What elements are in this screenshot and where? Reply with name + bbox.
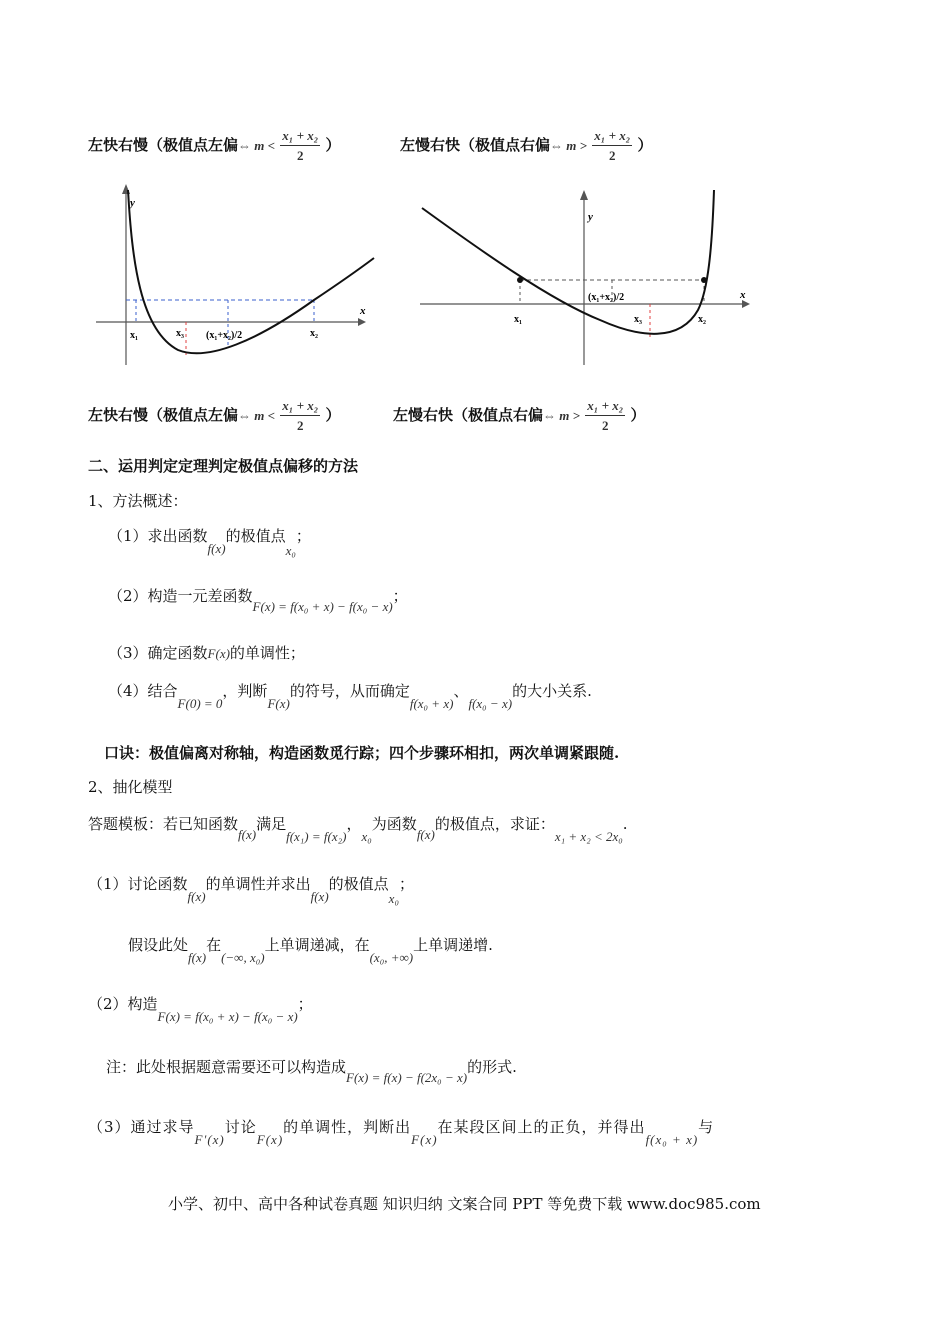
- mid-label: (x₁+x₂)/2: [206, 330, 243, 341]
- x-arrow-icon: [742, 300, 750, 308]
- mnemonic: 口诀：极值偏离对称轴，构造函数觅行踪；四个步骤环相扣，两次单调紧跟随.: [104, 744, 620, 762]
- part-3: （3）通过求导F′(x)讨论F(x)的单调性，判断出F(x)在某段区间上的正负，并得出f(x₀ + x)与: [88, 1118, 715, 1147]
- step-3: （3）确定函数F(x)的单调性；: [108, 644, 305, 662]
- step-1: （1）求出函数f(x)的极值点x₀；: [108, 527, 311, 558]
- point-x1: [517, 277, 523, 283]
- x2-label: x₂: [698, 314, 706, 325]
- x2-label: x₂: [310, 328, 318, 339]
- fraction-mean: $\frac{\text{x₁ + x₂}}{2}$: [587, 398, 624, 433]
- curve: [128, 190, 374, 353]
- iff-m-greater: ⇔ m >: [543, 408, 581, 423]
- caption-top-right: 左慢右快（极值点右偏⇔ m > $\frac{\text{x₁ + x₂}}{2}$ ）: [400, 128, 653, 163]
- caption-top-left: 左快右慢（极值点左偏⇔ m < $\frac{\text{x₁ + x₂}}{2}$ ）: [88, 128, 341, 163]
- x3-label: x₃: [176, 328, 184, 339]
- caption-bottom-right: 左慢右快（极值点右偏⇔ m > $\frac{\text{x₁ + x₂}}{2}$ ）: [393, 398, 646, 433]
- subheading-model: 2、抽化模型: [88, 778, 173, 796]
- fraction-mean: $\frac{\text{x₁ + x₂}}{2}$: [282, 398, 319, 433]
- fraction-mean: $\frac{\text{x₁ + x₂}}{2}$: [594, 128, 631, 163]
- point-x2: [701, 277, 707, 283]
- caption-bottom-left: 左快右慢（极值点左偏⇔ m < $\frac{\text{x₁ + x₂}}{2}$ ）: [88, 398, 341, 433]
- note: 注：此处根据题意需要还可以构造成F(x) = f(x) − f(2x₀ − x)的形式.: [106, 1058, 517, 1085]
- subheading-method: 1、方法概述：: [88, 492, 188, 510]
- footer: 小学、初中、高中各种试卷真题 知识归纳 文案合同 PPT 等免费下载 www.doc985.com: [168, 1195, 761, 1213]
- graph-right: [420, 180, 760, 370]
- x-label: x: [360, 305, 366, 317]
- y-label: y: [588, 211, 593, 223]
- part-2: （2）构造F(x) = f(x₀ + x) − f(x₀ − x)；: [88, 995, 313, 1024]
- x3-label: x₃: [634, 314, 642, 325]
- mid-label: (x₁+x₂)/2: [588, 292, 625, 303]
- step-2: （2）构造一元差函数F(x) = f(x₀ + x) − f(x₀ − x)；: [108, 587, 408, 614]
- iff-m-less: ⇔ m <: [238, 138, 276, 153]
- x-label: x: [740, 289, 746, 301]
- step-4: （4）结合F(0) = 0，判断F(x)的符号，从而确定f(x₀ + x)、f(x₀ − x)的大小关系.: [108, 682, 592, 711]
- x1-label: x₁: [130, 330, 138, 341]
- curve: [422, 190, 714, 334]
- template-line: 答题模板：若已知函数f(x)满足f(x₁) = f(x₂)，x₀为函数f(x)的极值点，求证：x₁ + x₂ < 2x₀.: [88, 815, 628, 844]
- x1-label: x₁: [514, 314, 522, 325]
- y-arrow-icon: [580, 190, 588, 200]
- part-1: （1）讨论函数f(x)的单调性并求出f(x)的极值点x₀；: [88, 875, 414, 906]
- y-label: y: [130, 197, 135, 209]
- x-arrow-icon: [358, 318, 366, 326]
- iff-m-greater: ⇔ m >: [550, 138, 588, 153]
- section-heading: 二、运用判定定理判定极值点偏移的方法: [88, 457, 359, 475]
- assumption: 假设此处f(x)在(−∞, x₀)上单调递减，在(x₀, +∞)上单调递增.: [128, 936, 493, 965]
- fraction-mean: $\frac{\text{x₁ + x₂}}{2}$: [282, 128, 319, 163]
- iff-m-less: ⇔ m <: [238, 408, 276, 423]
- graph-left: [88, 180, 388, 370]
